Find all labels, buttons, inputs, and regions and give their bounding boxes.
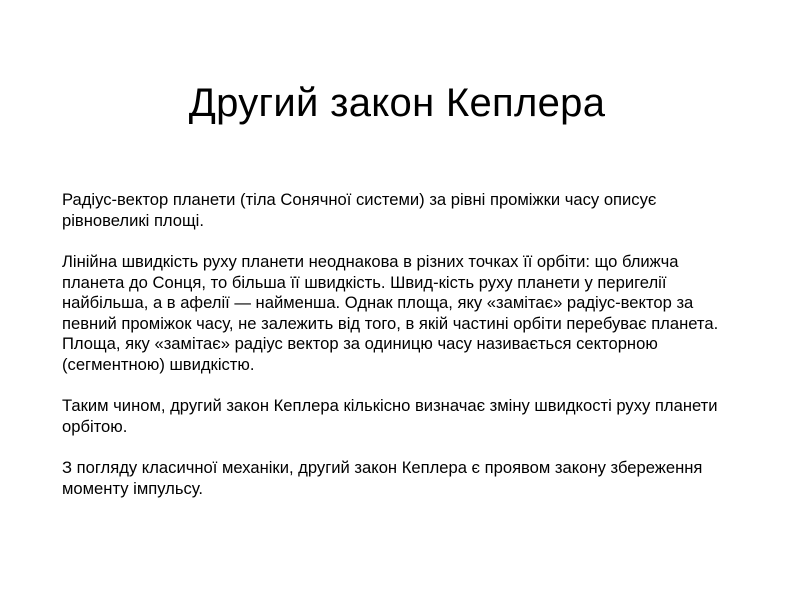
slide-body bbox=[62, 190, 742, 520]
slide-title: Другий закон Кеплера bbox=[188, 80, 606, 125]
paragraph-conclusion: Таким чином, другий закон Кеплера кількісно визначає зміну швидкості руху планети орбітою. bbox=[62, 396, 718, 436]
paragraph-mechanics: З погляду класичної механіки, другий закон Кеплера є проявом закону збереження моменту імпульсу. bbox=[62, 458, 703, 498]
paragraph-velocity: Лінійна швидкість руху планети неоднакова в різних точках її орбіти: що ближча планета до Сонця, то більша її швидкість. Швид-кість руху планети у перигелії найбільша, а в афелії — найменша. Однак площа, яку «замітає» радіус-вектор за певний проміжок часу, не залежить від того, в якій частині орбіти перебуває планета. Площа, яку «замітає» радіус вектор за одиницю часу називається секторною (сегментною) швидкістю. bbox=[62, 252, 719, 374]
paragraph-definition: Радіус-вектор планети (тіла Сонячної системи) за рівні проміжки часу описує рівновеликі площі. bbox=[62, 190, 657, 230]
